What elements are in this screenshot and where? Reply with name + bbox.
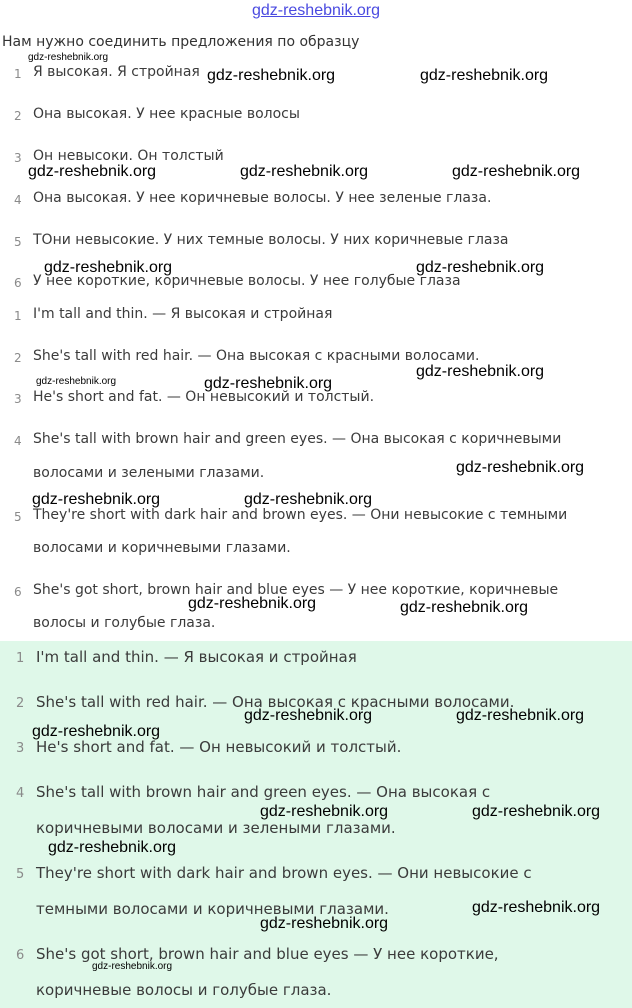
item-text: He's short and fat. — Он невысокий и толстый.	[33, 389, 375, 405]
watermark: gdz-reshebnik.org	[92, 961, 173, 972]
watermark: gdz-reshebnik.org	[28, 163, 157, 180]
item-text-line2: волосами и зелеными глазами.	[33, 465, 265, 481]
watermark: gdz-reshebnik.org	[416, 363, 545, 380]
task-intro: Нам нужно соединить предложения по образцу	[2, 34, 360, 50]
item-number: 4	[16, 786, 25, 801]
watermark: gdz-reshebnik.org	[207, 67, 336, 84]
watermark: gdz-reshebnik.org	[244, 707, 373, 724]
watermark: gdz-reshebnik.org	[44, 259, 173, 276]
item-text: Она высокая. У нее красные волосы	[33, 106, 300, 122]
item-number: 2	[14, 109, 22, 123]
item-number: 2	[16, 696, 25, 711]
item-text: He's short and fat. — Он невысокий и толстый.	[36, 738, 402, 756]
item-number: 1	[14, 309, 22, 323]
item-number: 3	[16, 741, 25, 756]
item-text: She's tall with brown hair and green eyes. — Она высокая с	[36, 783, 491, 801]
item-number: 1	[16, 651, 25, 666]
item-text: They're short with dark hair and brown eyes. — Они невысокие с темными	[33, 507, 568, 523]
item-number: 2	[14, 351, 22, 365]
item-text: Она высокая. У нее коричневые волосы. У нее зеленые глаза.	[33, 190, 492, 206]
item-text-line2: коричневые волосы и голубые глаза.	[36, 981, 332, 999]
item-number: 1	[14, 67, 22, 81]
item-text: I'm tall and thin. — Я высокая и стройная	[33, 306, 333, 322]
item-text: Он невысоки. Он толстый	[33, 148, 224, 164]
watermark: gdz-reshebnik.org	[260, 803, 389, 820]
watermark: gdz-reshebnik.org	[260, 915, 389, 932]
watermark: gdz-reshebnik.org	[452, 163, 581, 180]
watermark: gdz-reshebnik.org	[28, 52, 109, 63]
watermark: gdz-reshebnik.org	[416, 259, 545, 276]
item-text-line2: темными волосами и коричневыми глазами.	[36, 900, 389, 918]
watermark: gdz-reshebnik.org	[400, 599, 529, 616]
item-number: 5	[16, 867, 25, 882]
item-text: They're short with dark hair and brown eyes. — Они невысокие с	[36, 864, 532, 882]
item-number: 4	[14, 434, 22, 448]
watermark: gdz-reshebnik.org	[36, 376, 117, 387]
watermark: gdz-reshebnik.org	[420, 67, 549, 84]
watermark: gdz-reshebnik.org	[456, 707, 585, 724]
item-text: She's tall with brown hair and green eyes. — Она высокая с коричневыми	[33, 431, 562, 447]
item-text: She's tall with red hair. — Она высокая с красными волосами.	[33, 348, 480, 364]
item-number: 6	[14, 276, 22, 290]
item-number: 6	[16, 948, 25, 963]
item-text: She's got short, brown hair and blue eyes — У нее короткие, коричневые	[33, 582, 559, 598]
item-text: У нее короткие, коричневые волосы. У нее голубые глаза	[33, 273, 461, 289]
item-text: I'm tall and thin. — Я высокая и стройная	[36, 648, 357, 666]
watermark: gdz-reshebnik.org	[32, 723, 161, 740]
item-number: 5	[14, 235, 22, 249]
item-text: Я высокая. Я стройная	[33, 64, 200, 80]
watermark: gdz-reshebnik.org	[188, 595, 317, 612]
item-number: 6	[14, 585, 22, 599]
site-title-link[interactable]: gdz-reshebnik.org	[251, 2, 381, 19]
watermark: gdz-reshebnik.org	[32, 491, 161, 508]
watermark: gdz-reshebnik.org	[240, 163, 369, 180]
watermark: gdz-reshebnik.org	[244, 491, 373, 508]
item-text-line2: коричневыми волосами и зелеными глазами.	[36, 819, 396, 837]
item-number: 4	[14, 193, 22, 207]
item-text: TОни невысокие. У них темные волосы. У них коричневые глаза	[33, 232, 509, 248]
item-text-line2: волосы и голубые глаза.	[33, 615, 216, 631]
watermark: gdz-reshebnik.org	[204, 375, 333, 392]
item-number: 5	[14, 510, 22, 524]
watermark: gdz-reshebnik.org	[456, 459, 585, 476]
watermark: gdz-reshebnik.org	[472, 803, 601, 820]
item-number: 3	[14, 151, 22, 165]
item-number: 3	[14, 392, 22, 406]
item-text: She's tall with red hair. — Она высокая с красными волосами.	[36, 693, 515, 711]
item-text-line2: волосами и коричневыми глазами.	[33, 540, 291, 556]
watermark: gdz-reshebnik.org	[472, 899, 601, 916]
watermark: gdz-reshebnik.org	[48, 839, 177, 856]
item-text: She's got short, brown hair and blue eyes — У нее короткие,	[36, 945, 499, 963]
